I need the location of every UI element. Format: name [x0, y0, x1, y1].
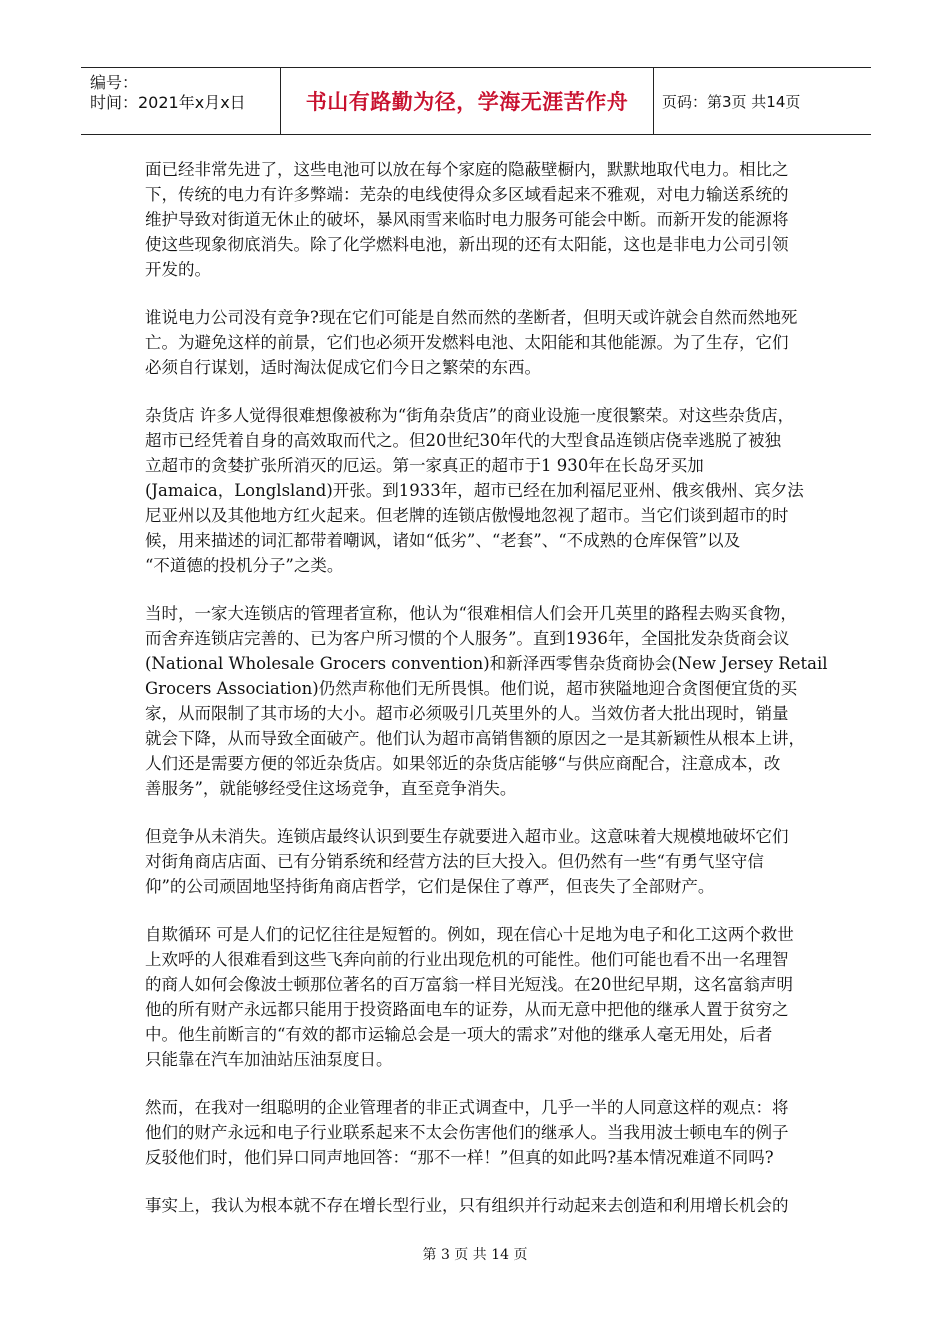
text-line: 尼亚州以及其他地方红火起来。但老牌的连锁店傲慢地忽视了超市。当它们谈到超市的时 [145, 506, 789, 525]
page-footer: 第 3 页 共 14 页 [422, 1247, 528, 1263]
text-line: 仰”的公司顽固地坚持街角商店哲学，它们是保住了尊严，但丧失了全部财产。 [145, 877, 715, 896]
text-line: 中。他生前断言的“有效的都市运输总会是一项大的需求”对他的继承人毫无用处，后者 [145, 1025, 773, 1044]
text-line: 立超市的贪婪扩张所消灭的厄运。第一家真正的超市于1 930年在长岛牙买加 [145, 456, 704, 475]
text-line: 维护导致对街道无休止的破坏，暴风雨雪来临时电力服务可能会中断。而新开发的能源将 [145, 210, 789, 229]
text-line: 的商人如何会像波士顿那位著名的百万富翁一样目光短浅。在20世纪早期，这名富翁声明 [145, 975, 793, 994]
text-line: 对街角商店店面、已有分销系统和经营方法的巨大投入。但仍然有一些“有勇气坚守信 [145, 852, 764, 871]
text-line: 然而，在我对一组聪明的企业管理者的非正式调查中，几乎一半的人同意这样的观点：将 [145, 1098, 789, 1117]
text-line: 他们的财产永远和电子行业联系起来不太会伤害他们的继承人。当我用波士顿电车的例子 [145, 1123, 789, 1142]
text-line: 家，从而限制了其市场的大小。超市必须吸引几英里外的人。当效仿者大批出现时，销量 [145, 704, 789, 723]
text-line: 善服务”，就能够经受住这场竞争，直至竞争消失。 [145, 779, 517, 798]
text-line: 就会下降，从而导致全面破产。他们认为超市高销售额的原因之一是其新颖性从根本上讲， [145, 729, 805, 748]
text-line: 必须自行谋划，适时淘汰促成它们今日之繁荣的东西。 [145, 358, 541, 377]
text-line: 事实上，我认为根本就不存在增长型行业，只有组织并行动起来去创造和利用增长机会的 [145, 1196, 789, 1215]
paragraph [145, 305, 809, 380]
text-line: 上欢呼的人很难看到这些飞奔向前的行业出现危机的可能性。他们可能也看不出一名理智 [145, 950, 789, 969]
text-line: 当时，一家大连锁店的管理者宣称，他认为“很难相信人们会开几英里的路程去购买食物， [145, 604, 797, 623]
header-meta [81, 68, 281, 134]
text-line: 谁说电力公司没有竞争?现在它们可能是自然而然的垄断者，但明天或许就会自然而然地死 [145, 308, 798, 327]
text-line: 人们还是需要方便的邻近杂货店。如果邻近的杂货店能够“与供应商配合，注意成本，改 [145, 754, 781, 773]
text-line: (Jamaica，Longlsland)开张。到1933年，超市已经在加利福尼亚州、俄亥俄州、宾夕法 [145, 481, 804, 500]
doc-time-label: 时间：2021年x月x日 [90, 93, 246, 112]
paragraph [145, 1095, 809, 1170]
text-line: 亡。为避免这样的前景，它们也必须开发燃料电池、太阳能和其他能源。为了生存，它们 [145, 333, 789, 352]
text-line: 下，传统的电力有许多弊端：芜杂的电线使得众多区域看起来不雅观，对电力输送系统的 [145, 185, 789, 204]
header-motto: 书山有路勤为径，学海无涯苦作舟 [281, 68, 654, 134]
text-line: 他的所有财产永远都只能用于投资路面电车的证券，从而无意中把他的继承人置于贫穷之 [145, 1000, 789, 1019]
text-line: 反驳他们时，他们异口同声地回答：“那不一样！”但真的如此吗?基本情况难道不同吗? [145, 1148, 774, 1167]
paragraph [145, 824, 809, 899]
paragraph [145, 922, 809, 1072]
text-line: 自欺循环 可是人们的记忆往往是短暂的。例如，现在信心十足地为电子和化工这两个救世 [145, 925, 794, 944]
text-line: 候，用来描述的词汇都带着嘲讽，诸如“低劣”、“老套”、“不成熟的仓库保管”以及 [145, 531, 741, 550]
text-line: 使这些现象彻底消失。除了化学燃料电池，新出现的还有太阳能，这也是非电力公司引领 [145, 235, 789, 254]
text-line: 而舍弃连锁店完善的、已为客户所习惯的个人服务”。直到1936年，全国批发杂货商会议 [145, 629, 790, 648]
paragraph [145, 1193, 809, 1218]
doc-number-label: 编号： [90, 73, 139, 92]
text-line: 超市已经凭着自身的高效取而代之。但20世纪30年代的大型食品连锁店侥幸逃脱了被独 [145, 431, 781, 450]
paragraph [145, 403, 809, 578]
text-line: 但竞争从未消失。连锁店最终认识到要生存就要进入超市业。这意味着大规模地破坏它们 [145, 827, 789, 846]
text-line: “不道德的投机分子”之类。 [145, 556, 344, 575]
document-body [145, 157, 828, 1241]
text-line: (National Wholesale Grocers convention)和新泽西零售杂货商协会(New Jersey Retail [145, 654, 828, 673]
text-line: 面已经非常先进了，这些电池可以放在每个家庭的隐蔽壁橱内，默默地取代电力。相比之 [145, 160, 789, 179]
header-page-info: 页码：第3页 共14页 [662, 92, 801, 111]
text-line: 只能靠在汽车加油站压油泵度日。 [145, 1050, 393, 1069]
text-line: 开发的。 [145, 260, 211, 279]
paragraph [145, 157, 809, 282]
text-line: Grocers Association)仍然声称他们无所畏惧。他们说，超市狭隘地迎合贪图便宜货的买 [145, 679, 798, 698]
paragraph [145, 601, 828, 801]
text-line: 杂货店 许多人觉得很难想像被称为“街角杂货店”的商业设施一度很繁荣。对这些杂货店， [145, 406, 795, 425]
page-header [81, 67, 871, 135]
